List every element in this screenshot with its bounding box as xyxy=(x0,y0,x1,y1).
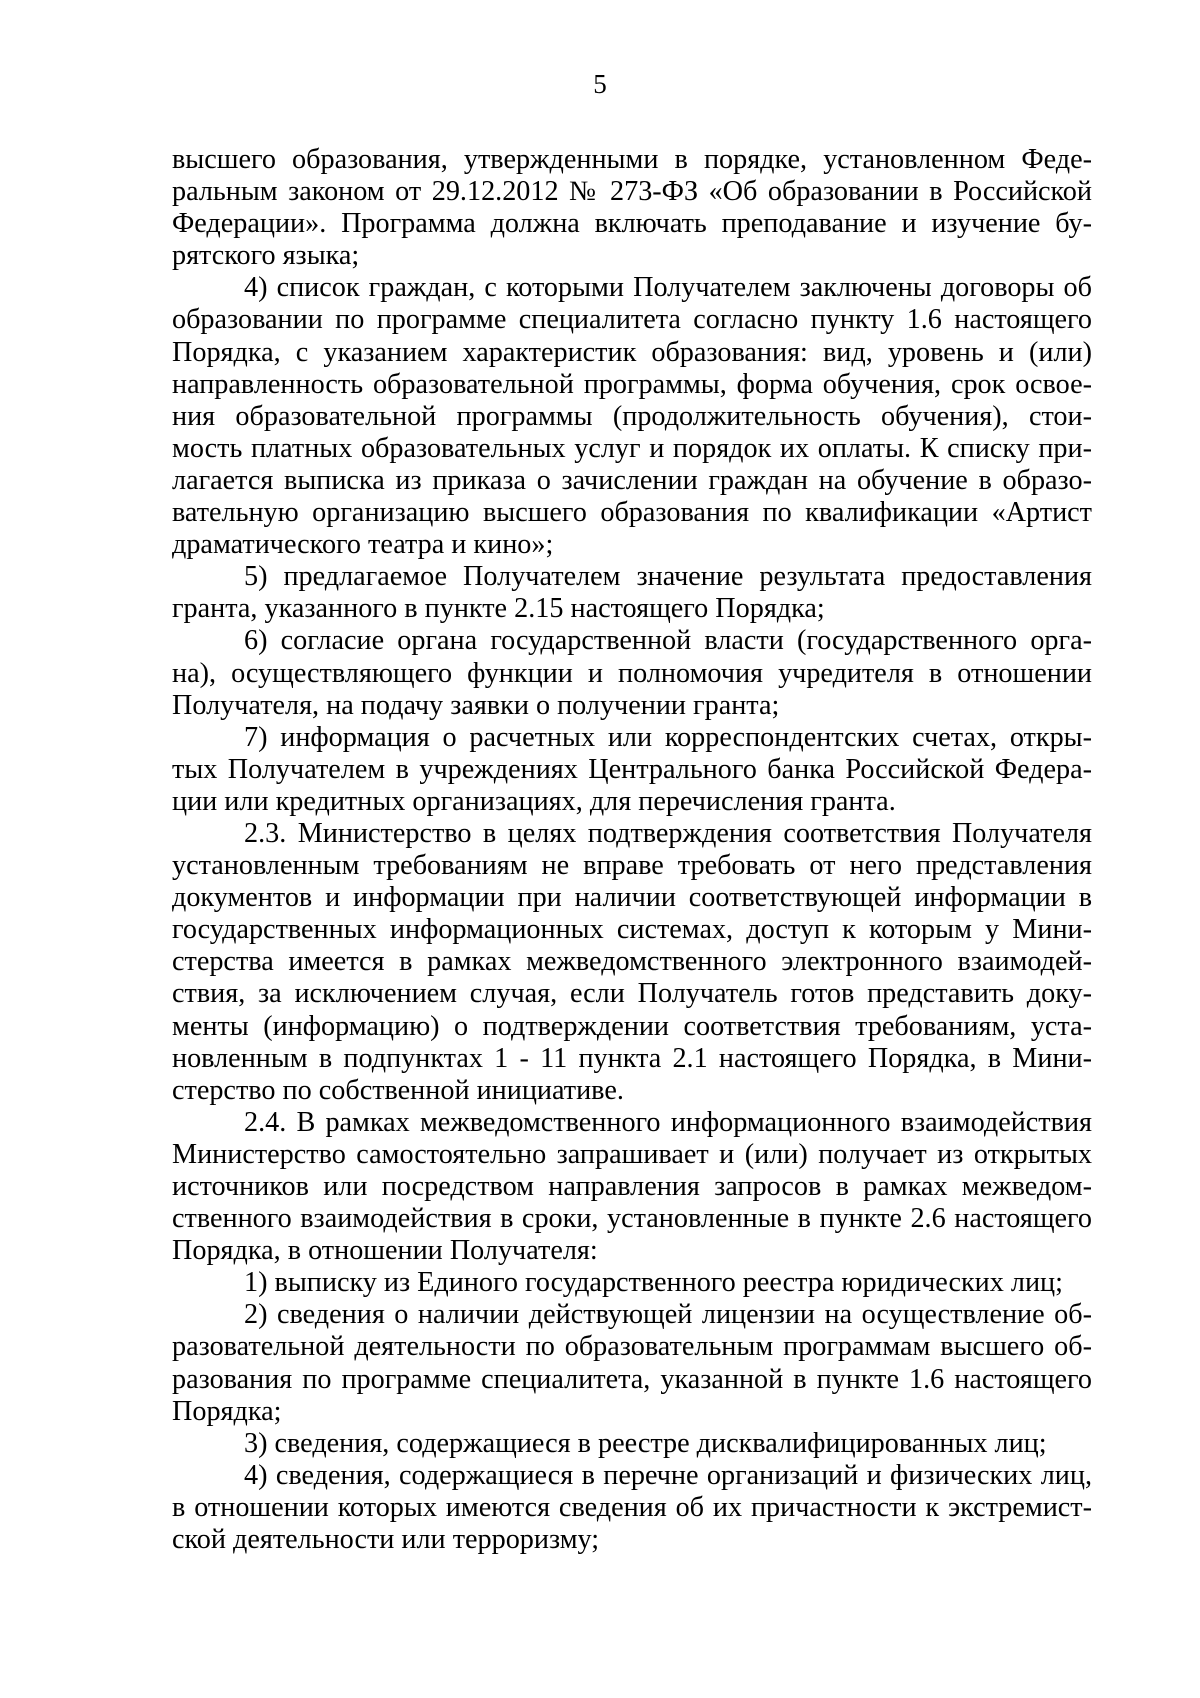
text-line: 2) сведения о наличии действующей лицензии на осуществление об- xyxy=(244,1299,1092,1331)
text-line: стерство по собственной инициативе. xyxy=(172,1074,624,1106)
text-line: Министерство самостоятельно запрашивает и (или) получает из открытых xyxy=(172,1138,1092,1170)
text-line: 2.4. В рамках межведомственного информационного взаимодействия xyxy=(244,1106,1092,1138)
text-line: разовательной деятельности по образовательным программам высшего об- xyxy=(172,1331,1092,1363)
text-line: государственных информационных системах, доступ к которым у Мини- xyxy=(172,914,1092,946)
text-line: документов и информации при наличии соответствующей информации в xyxy=(172,882,1092,914)
text-line: менты (информацию) о подтверждении соответствия требованиям, уста- xyxy=(172,1010,1092,1042)
text-line: ственного взаимодействия в сроки, установленные в пункте 2.6 настоящего xyxy=(172,1203,1092,1235)
text-line: 5) предлагаемое Получателем значение результата предоставления xyxy=(244,561,1092,593)
document-body xyxy=(172,144,1092,1556)
text-line: Федерации». Программа должна включать преподавание и изучение бу- xyxy=(172,208,1092,240)
text-line: вательную организацию высшего образования по квалификации «Артист xyxy=(172,497,1092,529)
text-line: тых Получателем в учреждениях Центрального банка Российской Федера- xyxy=(172,753,1092,785)
text-line: рятского языка; xyxy=(172,240,360,272)
text-line: ской деятельности или терроризму; xyxy=(172,1524,600,1556)
text-line: направленность образовательной программы, форма обучения, срок освое- xyxy=(172,368,1092,400)
text-line: 7) информация о расчетных или корреспондентских счетах, откры- xyxy=(244,721,1092,753)
text-line: Порядка, в отношении Получателя: xyxy=(172,1235,598,1267)
text-line: ствия, за исключением случая, если Получатель готов представить доку- xyxy=(172,978,1092,1010)
text-line: ции или кредитных организациях, для перечисления гранта. xyxy=(172,785,896,817)
text-line: 2.3. Министерство в целях подтверждения соответствия Получателя xyxy=(244,817,1092,849)
text-line: ральным законом от 29.12.2012 № 273-ФЗ «Об образовании в Российской xyxy=(172,176,1092,208)
text-line: установленным требованиям не вправе требовать от него представления xyxy=(172,850,1092,882)
text-line: 4) сведения, содержащиеся в перечне организаций и физических лиц, xyxy=(244,1459,1092,1491)
text-line: мость платных образовательных услуг и порядок их оплаты. К списку при- xyxy=(172,432,1092,464)
text-line: источников или посредством направления запросов в рамках межведом- xyxy=(172,1171,1092,1202)
text-line: 6) согласие органа государственной власти (государственного орга- xyxy=(244,625,1092,657)
text-line: стерства имеется в рамках межведомственного электронного взаимодей- xyxy=(172,946,1092,978)
text-line: в отношении которых имеются сведения об их причастности к экстремист- xyxy=(172,1491,1092,1523)
text-line: новленным в подпунктах 1 - 11 пункта 2.1 настоящего Порядка, в Мини- xyxy=(172,1042,1092,1074)
text-line: ния образовательной программы (продолжительность обучения), стои- xyxy=(172,400,1092,432)
text-line: 3) сведения, содержащиеся в реестре дисквалифицированных лиц; xyxy=(244,1427,1047,1459)
text-line: Порядка, с указанием характеристик образования: вид, уровень и (или) xyxy=(172,336,1092,368)
text-line: лагается выписка из приказа о зачислении граждан на обучение в образо- xyxy=(172,464,1092,496)
text-line: драматического театра и кино»; xyxy=(172,529,554,561)
text-line: разования по программе специалитета, указанной в пункте 1.6 настоящего xyxy=(172,1363,1092,1395)
text-line: Порядка; xyxy=(172,1395,282,1427)
text-line: гранта, указанного в пункте 2.15 настоящего Порядка; xyxy=(172,593,825,625)
text-line: 1) выписку из Единого государственного реестра юридических лиц; xyxy=(244,1267,1063,1299)
page-number: 5 xyxy=(593,69,607,99)
text-line: Получателя, на подачу заявки о получении гранта; xyxy=(172,689,780,721)
text-line: высшего образования, утвержденными в порядке, установленном Феде- xyxy=(172,144,1092,175)
text-line: на), осуществляющего функции и полномочия учредителя в отношении xyxy=(172,657,1092,689)
text-line: образовании по программе специалитета согласно пункту 1.6 настоящего xyxy=(172,304,1092,336)
text-line: 4) список граждан, с которыми Получателем заключены договоры об xyxy=(244,272,1092,304)
